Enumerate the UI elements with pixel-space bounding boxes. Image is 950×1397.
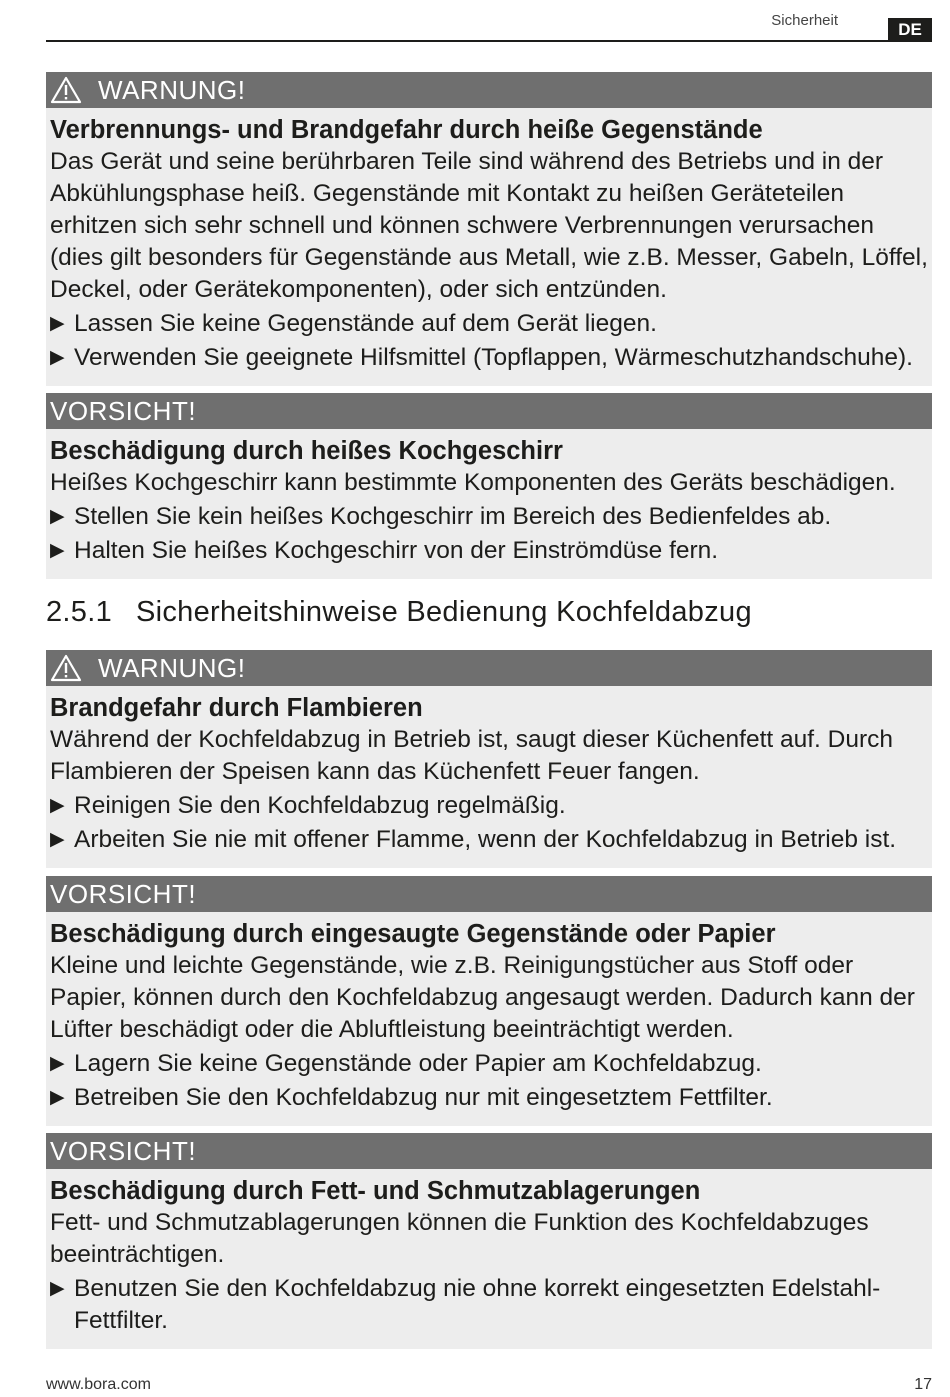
instruction-text: Lagern Sie keine Gegenstände oder Papier am Kochfeldabzug. [74, 1050, 762, 1077]
instruction-item [50, 342, 928, 374]
notice-header [46, 72, 932, 108]
instruction-list [50, 501, 928, 567]
notice-text: Heißes Kochgeschirr kann bestimmte Komponenten des Geräts beschädigen. [50, 469, 896, 496]
notice-title: Beschädigung durch eingesaugte Gegenstände oder Papier [50, 920, 776, 948]
warning-notice [46, 650, 932, 868]
header-divider [46, 40, 932, 42]
bullet-arrow-icon: ▶ [50, 795, 65, 816]
instruction-text: Reinigen Sie den Kochfeldabzug regelmäßig. [74, 792, 566, 819]
instruction-item [50, 535, 928, 567]
footer-website-link[interactable]: www.bora.com [46, 1376, 151, 1393]
instruction-list [50, 308, 928, 374]
notice-body [46, 108, 932, 386]
warning-triangle-icon [50, 654, 82, 682]
header-section-title: Sicherheit [771, 12, 838, 29]
instruction-text: Stellen Sie kein heißes Kochgeschirr im Bereich des Bedienfeldes ab. [74, 503, 832, 530]
instruction-item [50, 1273, 928, 1337]
notice-title: Verbrennungs- und Brandgefahr durch heiße Gegenstände [50, 116, 763, 144]
instruction-text: Arbeiten Sie nie mit offener Flamme, wenn der Kochfeldabzug in Betrieb ist. [74, 826, 897, 853]
page-number: 17 [914, 1376, 932, 1393]
bullet-arrow-icon: ▶ [50, 313, 65, 334]
notice-level: WARNUNG! [98, 652, 246, 683]
notice-body [46, 1169, 932, 1349]
notice-level: VORSICHT! [50, 395, 197, 426]
notice-text: Das Gerät und seine berührbaren Teile sind während des Betriebs und in der Abkühlungsphase heiß. Gegenstände mit Kontakt zu heißen Geräteteilen erhitzen sich sehr schnell und können schwere Verbrennungen verursachen (dies gilt besonders für Gegenstände aus Metall, wie z.B. Messer, Gabeln, Löffel, Deckel, oder Gerätekomponenten), oder sich entzünden. [50, 148, 928, 303]
instruction-item [50, 824, 928, 856]
instruction-item [50, 501, 928, 533]
notice-body [46, 429, 932, 579]
instruction-item [50, 790, 928, 822]
instruction-item [50, 308, 928, 340]
section-number: 2.5.1 [46, 596, 112, 628]
notice-text: Während der Kochfeldabzug in Betrieb ist, saugt dieser Küchenfett auf. Durch Flambieren der Speisen kann das Küchenfett Feuer fangen. [50, 726, 894, 785]
instruction-item [50, 1048, 928, 1080]
instruction-item [50, 1082, 928, 1114]
caution-notice [46, 393, 932, 579]
bullet-arrow-icon: ▶ [50, 1278, 65, 1299]
notice-body [46, 912, 932, 1126]
warning-notice [46, 72, 932, 386]
instruction-list [50, 1048, 928, 1114]
instruction-text: Benutzen Sie den Kochfeldabzug nie ohne korrekt eingesetzten Edelstahl-Fettfilter. [74, 1275, 881, 1334]
notice-text: Kleine und leichte Gegenstände, wie z.B. Reinigungstücher aus Stoff oder Papier, können durch den Kochfeldabzug angesaugt werden. Dadurch kann der Lüfter beschädigt oder die Abluftleistung beeinträchtigt werden. [50, 952, 915, 1043]
bullet-arrow-icon: ▶ [50, 1053, 65, 1074]
notice-title: Brandgefahr durch Flambieren [50, 694, 423, 722]
instruction-text: Verwenden Sie geeignete Hilfsmittel (Topflappen, Wärmeschutzhandschuhe). [74, 344, 913, 371]
notice-body [46, 686, 932, 868]
section-title: Sicherheitshinweise Bedienung Kochfeldabzug [136, 596, 752, 628]
bullet-arrow-icon: ▶ [50, 540, 65, 561]
instruction-list [50, 790, 928, 856]
instruction-text: Betreiben Sie den Kochfeldabzug nur mit eingesetztem Fettfilter. [74, 1084, 773, 1111]
instruction-text: Lassen Sie keine Gegenstände auf dem Gerät liegen. [74, 310, 657, 337]
notice-level: VORSICHT! [50, 1135, 197, 1166]
notice-header [46, 650, 932, 686]
bullet-arrow-icon: ▶ [50, 1087, 65, 1108]
caution-notice [46, 1133, 932, 1349]
notice-title: Beschädigung durch Fett- und Schmutzablagerungen [50, 1177, 701, 1205]
notice-header [46, 876, 932, 912]
caution-notice [46, 876, 932, 1126]
notice-text: Fett- und Schmutzablagerungen können die Funktion des Kochfeldabzuges beeinträchtigen. [50, 1209, 869, 1268]
bullet-arrow-icon: ▶ [50, 506, 65, 527]
warning-triangle-icon [50, 76, 82, 104]
notice-title: Beschädigung durch heißes Kochgeschirr [50, 437, 563, 465]
instruction-text: Halten Sie heißes Kochgeschirr von der Einströmdüse fern. [74, 537, 719, 564]
notice-level: VORSICHT! [50, 878, 197, 909]
notice-header [46, 393, 932, 429]
bullet-arrow-icon: ▶ [50, 829, 65, 850]
notice-level: WARNUNG! [98, 74, 246, 105]
notice-header [46, 1133, 932, 1169]
language-badge: DE [888, 18, 932, 40]
instruction-list [50, 1273, 928, 1337]
bullet-arrow-icon: ▶ [50, 347, 65, 368]
section-heading [46, 596, 752, 629]
